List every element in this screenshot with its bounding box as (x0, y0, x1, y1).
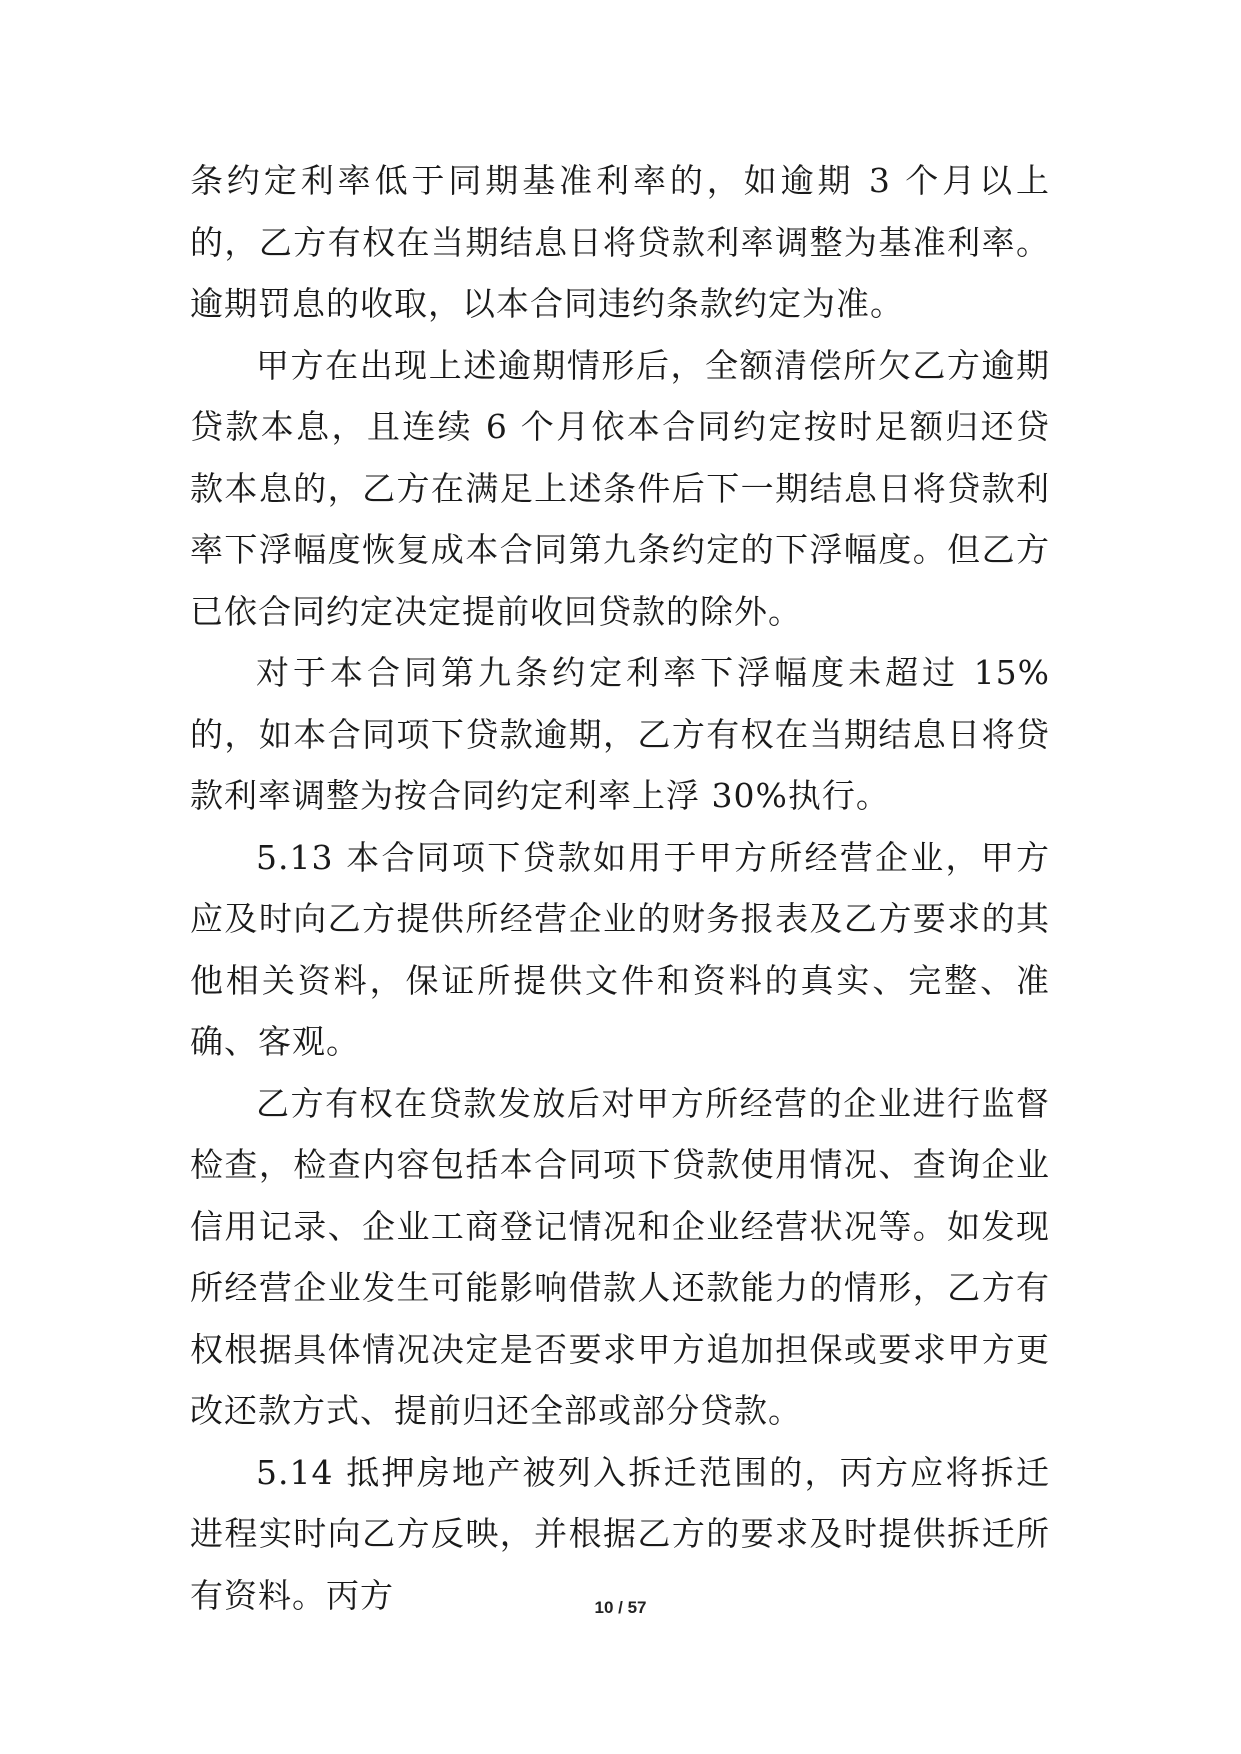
page-number: 10 / 57 (594, 1598, 647, 1617)
paragraph-supervision: 乙方有权在贷款发放后对甲方所经营的企业进行监督检查，检查内容包括本合同项下贷款使用情况、查询企业信用记录、企业工商登记情况和企业经营状况等。如发现所经营企业发生可能影响借款人还款能力的情形，乙方有权根据具体情况决定是否要求甲方追加担保或要求甲方更改还款方式、提前归还全部或部分贷款。 (190, 1083, 1050, 1430)
paragraph-continuation: 条约定利率低于同期基准利率的，如逾期 3 个月以上的，乙方有权在当期结息日将贷款利率调整为基准利率。逾期罚息的收取，以本合同违约条款约定为准。 (190, 161, 1050, 323)
paragraph-clause-5-13: 5.13 本合同项下贷款如用于甲方所经营企业，甲方应及时向乙方提供所经营企业的财务报表及乙方要求的其他相关资料，保证所提供文件和资料的真实、完整、准确、客观。 (190, 837, 1050, 1061)
paragraph-overdue-recovery: 甲方在出现上述逾期情形后，全额清偿所欠乙方逾期贷款本息，且连续 6 个月依本合同约定按时足额归还贷款本息的，乙方在满足上述条件后下一期结息日将贷款利率下浮幅度恢复成本合同第九条约定的下浮幅度。但乙方已依合同约定决定提前收回贷款的除外。 (190, 345, 1050, 631)
paragraph-clause-5-14: 5.14 抵押房地产被列入拆迁范围的，丙方应将拆迁进程实时向乙方反映，并根据乙方的要求及时提供拆迁所有资料。丙方 (190, 1452, 1050, 1615)
document-body (190, 150, 1050, 1626)
paragraph-rate-adjustment: 对于本合同第九条约定利率下浮幅度未超过 15%的，如本合同项下贷款逾期，乙方有权在当期结息日将贷款利率调整为按合同约定利率上浮 30%执行。 (190, 653, 1050, 815)
